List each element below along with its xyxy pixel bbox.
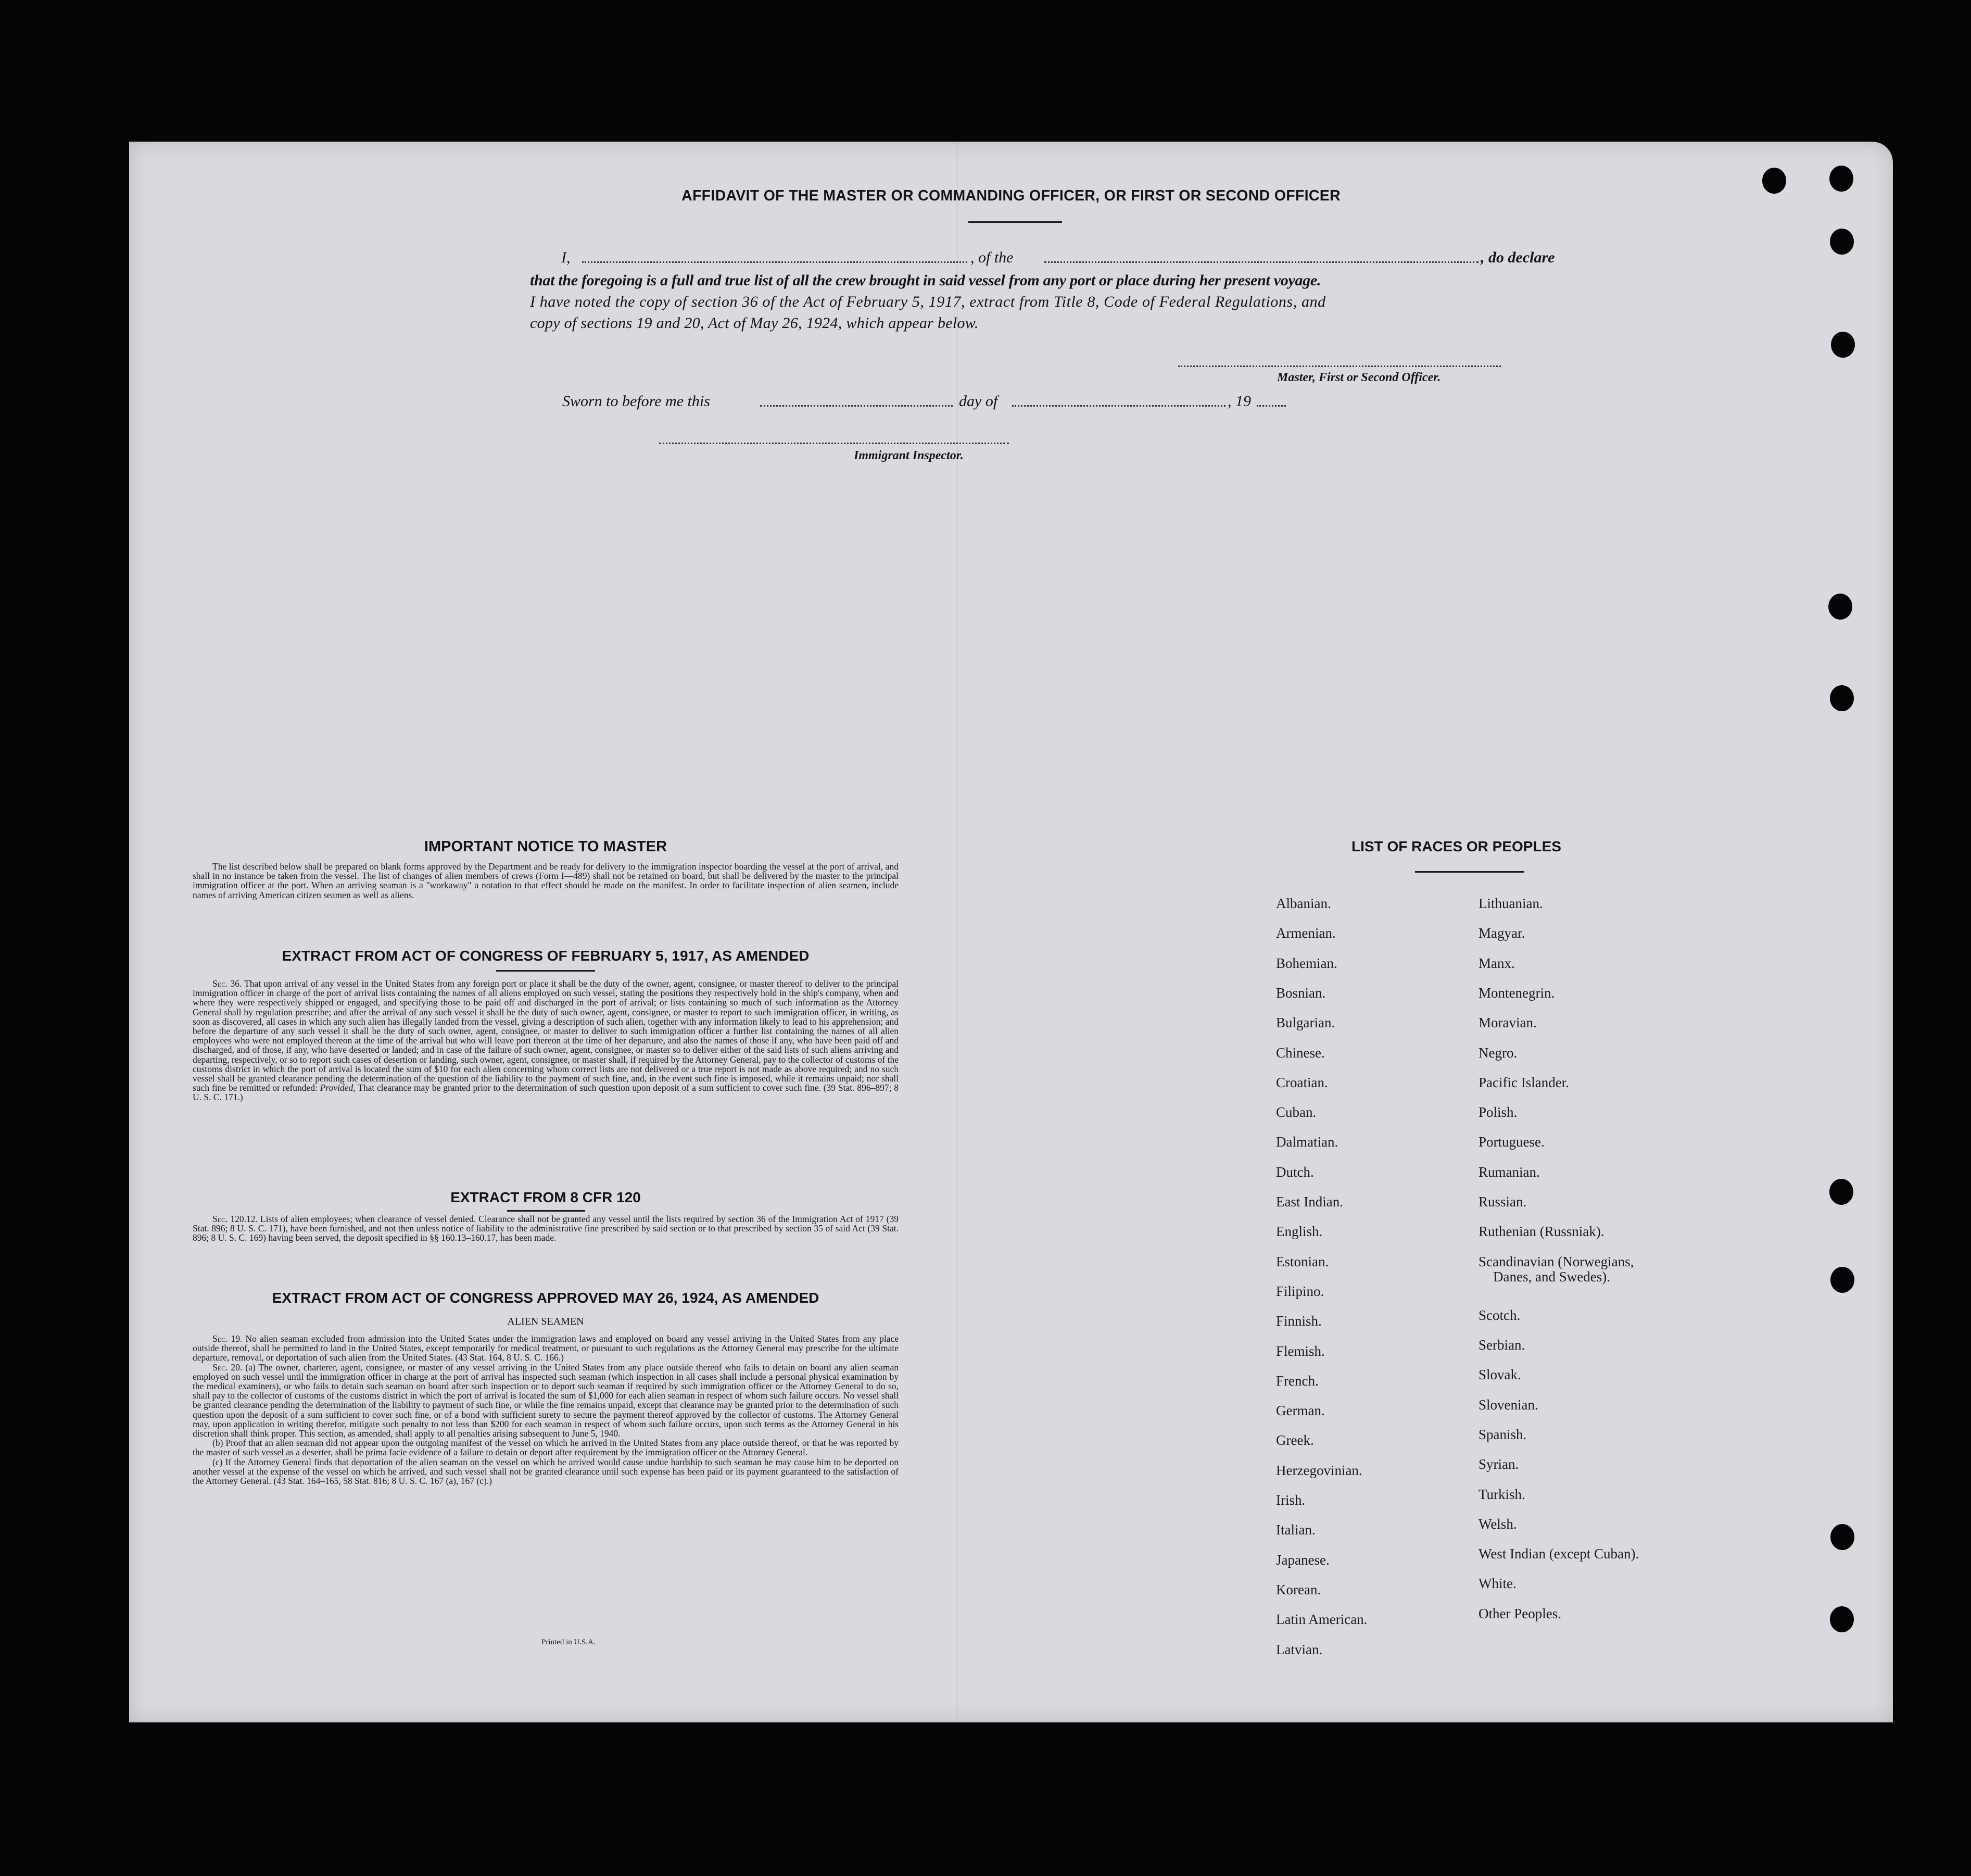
affidavit-title: AFFIDAVIT OF THE MASTER OR COMMANDING OFFICER, OR FIRST OR SECOND OFFICER bbox=[681, 187, 1341, 204]
races-rule bbox=[1415, 871, 1524, 873]
race-item: Italian. bbox=[1276, 1522, 1316, 1538]
extract-1924-body bbox=[193, 1334, 899, 1485]
race-item: Scandinavian (Norwegians, bbox=[1479, 1253, 1634, 1269]
sec-20a-text: (a) The owner, charterer, agent, consignee, or master of any vessel arriving in the United States from any place outside thereof who fails to detain on board any alien seaman employed on such vessel until the immigration officer in charge at the port of arrival has inspected such seaman (which inspection in all cases shall include a personal physical examination by the medical examiners), or who fails to detain such seaman on board after such inspection or to deport such seaman if required by such immigration officer or the Attorney General to do so, shall pay to the collector of customs of the customs district in which the port of arrival is located the sum of $1,000 for each alien seaman in respect of whom such failure occurs. No vessel shall be granted clearance pending the determination of the liability to payment of such fine, or while the fine remains unpaid, except that clearance may be granted prior to the determination of such question upon the deposit of a sum sufficient to cover such fine, or of a bond with sufficient surety to secure the payment thereof approved by the collector of customs. The Attorney General may, upon application in writing therefor, mitigate such penalty to not less than $200 for each seaman in respect of whom such failure occurs, upon such terms as the Attorney General in his discretion shall think proper. This section, as amended, shall apply to all penalties arising subsequent to June 5, 1940. bbox=[193, 1362, 899, 1439]
race-item: Scotch. bbox=[1479, 1307, 1521, 1323]
extract-1917-rule bbox=[496, 970, 595, 972]
title-rule bbox=[968, 221, 1062, 223]
race-item: Dalmatian. bbox=[1276, 1134, 1338, 1150]
race-item: Lithuanian. bbox=[1479, 896, 1543, 911]
race-item: White. bbox=[1479, 1576, 1517, 1592]
race-item: Magyar. bbox=[1479, 925, 1525, 941]
sec-19-label: Sec. 19. bbox=[212, 1333, 243, 1344]
race-item: Syrian. bbox=[1479, 1456, 1519, 1472]
document-page bbox=[129, 142, 1893, 1722]
race-item: Turkish. bbox=[1479, 1486, 1525, 1502]
name-blank[interactable] bbox=[582, 261, 967, 263]
race-item: Bosnian. bbox=[1276, 985, 1326, 1001]
race-item: Manx. bbox=[1479, 955, 1515, 971]
master-signature-line[interactable] bbox=[1178, 366, 1501, 367]
page-fold bbox=[957, 142, 958, 1722]
sec-20c-text: (c) If the Attorney General finds that deportation of the alien seaman on the vessel on which he arrived would cause undue hardship to such seaman he may cause him to be deported on another vessel at the expense of the vessel on which he arrived, and such vessel shall not be granted clearance until such expense has been paid or its payment guaranteed to the satisfaction of the Attorney General. (43 Stat. 164–165, 58 Stat. 816; 8 U. S. C. 167 (a), 167 (c).) bbox=[193, 1456, 899, 1487]
race-item: Slovenian. bbox=[1479, 1396, 1538, 1413]
punch-hole bbox=[1762, 168, 1786, 194]
punch-hole bbox=[1830, 1524, 1854, 1550]
alien-seamen-subtitle: ALIEN SEAMEN bbox=[507, 1316, 584, 1327]
race-item: Finnish. bbox=[1276, 1313, 1322, 1329]
year-label: , 19 bbox=[1228, 393, 1251, 410]
provided-label: Provided, bbox=[320, 1082, 356, 1093]
declaration-line-4: copy of sections 19 and 20, Act of May 26, 1924, which appear below. bbox=[530, 314, 979, 332]
race-item: Herzegovinian. bbox=[1276, 1462, 1362, 1478]
race-item: Bulgarian. bbox=[1276, 1015, 1335, 1031]
race-item: East Indian. bbox=[1276, 1194, 1343, 1210]
race-item: Greek. bbox=[1276, 1432, 1314, 1449]
vessel-blank[interactable] bbox=[1044, 261, 1479, 263]
declaration-line-1 bbox=[561, 249, 1628, 270]
sec-19-text: No alien seaman excluded from admission into the United States under the immigration laws and employed on board any vessel arriving in the United States from any place outside thereof, shall be permitted to land in the United States, except temporarily for medical treatment, or pursuant to such regulations as the Attorney General may prescribe for the ultimate departure, removal, or deportation of such alien from the United States. (43 Stat. 164, 8 U. S. C. 166.) bbox=[193, 1333, 899, 1363]
inspector-label: Immigrant Inspector. bbox=[854, 449, 964, 462]
race-item: Croatian. bbox=[1276, 1074, 1328, 1090]
master-signature-label: Master, First or Second Officer. bbox=[1277, 371, 1441, 384]
race-item: Estonian. bbox=[1276, 1253, 1329, 1269]
extract-cfr-title: EXTRACT FROM 8 CFR 120 bbox=[450, 1189, 641, 1205]
race-item: Flemish. bbox=[1276, 1343, 1325, 1359]
race-item: Irish. bbox=[1276, 1492, 1306, 1508]
punch-hole bbox=[1830, 229, 1854, 255]
race-item: Latvian. bbox=[1276, 1641, 1323, 1657]
punch-hole bbox=[1829, 1179, 1853, 1205]
race-item: Spanish. bbox=[1479, 1426, 1527, 1442]
sworn-day-blank[interactable] bbox=[760, 405, 953, 407]
race-item: French. bbox=[1276, 1373, 1319, 1389]
sec-120-text: Lists of alien employees; when clearance of vessel denied. Clearance shall not be granted any vessel until the lists required by section 36 of the Immigration Act of 1917 (39 Stat. 896; 8 U. S. C. 171), have been furnished, and not then unless notice of liability to the administrative fine prescribed by said section or to that prescribed by section 35 of said Act (39 Stat. 896; 8 U. S. C. 169) having been served, the deposit specified in §§ 160.13–160.17, has been made. bbox=[193, 1214, 899, 1243]
extract-1917-body bbox=[193, 979, 899, 1102]
declaration-line-2: that the foregoing is a full and true list of all the crew brought in said vessel from any port or place during her present voyage. bbox=[530, 272, 1321, 289]
race-item: Russian. bbox=[1479, 1194, 1527, 1210]
of-the-label: , of the bbox=[970, 249, 1014, 266]
race-item: Pacific Islander. bbox=[1479, 1074, 1569, 1090]
inspector-signature-line[interactable] bbox=[659, 443, 1009, 444]
declaration-line-3: I have noted the copy of section 36 of the Act of February 5, 1917, extract from Title 8, Code of Federal Regulations, and bbox=[530, 293, 1326, 310]
pronoun-i: I, bbox=[561, 249, 571, 266]
race-item: West Indian (except Cuban). bbox=[1479, 1546, 1639, 1562]
sec-20-label: Sec. 20. bbox=[212, 1362, 243, 1373]
punch-hole bbox=[1829, 166, 1853, 192]
race-item: Other Peoples. bbox=[1479, 1605, 1561, 1621]
race-item: Portuguese. bbox=[1479, 1134, 1545, 1150]
extract-cfr-body bbox=[193, 1214, 899, 1243]
race-item: Negro. bbox=[1479, 1044, 1518, 1061]
race-item: German. bbox=[1276, 1403, 1325, 1419]
sec-36-text: That upon arrival of any vessel in the United States from any foreign port or place it shall be the duty of the owner, agent, consignee, or master thereof to deliver to the principal immigration officer in charge of the port of arrival lists containing the names of all aliens employed on such vessel, stating the positions they respectively hold in the ship's company, when and where they were respectively shipped or engaged, and specifying those to be paid off and discharged in the port of arrival; or lists containing so much of such information as the Attorney General shall by regulation prescribe; and after the arrival of any such vessel it shall be the duty of such owner, agent, consignee, or master to report to such immigration officer, in writing, as soon as discovered, all cases in which any such alien has illegally landed from the vessel, giving a description of such alien, together with any information likely to lead to his apprehension; and before the departure of any such vessel it shall be the duty of such owner, agent, consignee, or master to deliver to such immigration officer a further list containing the names of all alien employees who were not employed thereon at the time of the arrival but who will leave port thereon at the time of her departure, and also the names of those if any, who have been paid off and discharged, and of those, if any, who have deserted or landed; and in case of the failure of such owner, agent, consignee, or master so to deliver either of the said lists of such aliens arriving and departing, respectively, or so to report such cases of desertion or landing, such owner, agent, consignee, or master shall, if required by the Attorney General, pay to the collector of customs of the customs district in which the port of arrival is located the sum of $10 for each alien concerning whom correct lists are not delivered or a true report is not made as above required; and no such vessel shall be granted clearance pending the determination of the question of the liability to the payment of such fine, and, in the event such fine is imposed, while it remains unpaid; nor shall such fine be remitted or refunded: bbox=[193, 978, 899, 1093]
sworn-month-blank[interactable] bbox=[1012, 405, 1225, 407]
printed-in-usa: Printed in U.S.A. bbox=[541, 1638, 596, 1646]
race-item: Dutch. bbox=[1276, 1164, 1314, 1180]
race-item: Cuban. bbox=[1276, 1104, 1317, 1120]
day-of-label: day of bbox=[959, 393, 998, 410]
sworn-line bbox=[562, 393, 1291, 413]
sec-36-text-end: That clearance may be granted prior to the determination of such question upon deposit of a sum sufficient to cover such fine. (39 Stat. 896–897; 8 U. S. C. 171.) bbox=[193, 1082, 899, 1103]
sec-36-label: Sec. 36. bbox=[212, 978, 242, 989]
race-item: Filipino. bbox=[1276, 1283, 1324, 1299]
declare-label: , do declare bbox=[1481, 249, 1555, 266]
extract-1917-title: EXTRACT FROM ACT OF CONGRESS OF FEBRUARY 5, 1917, AS AMENDED bbox=[282, 948, 810, 964]
race-item: Serbian. bbox=[1479, 1337, 1525, 1353]
race-item: Moravian. bbox=[1479, 1015, 1537, 1031]
notice-title: IMPORTANT NOTICE TO MASTER bbox=[424, 838, 667, 855]
race-item: Bohemian. bbox=[1276, 955, 1337, 971]
race-item: English. bbox=[1276, 1224, 1323, 1240]
race-item: Polish. bbox=[1479, 1104, 1518, 1120]
race-item: Rumanian. bbox=[1479, 1164, 1540, 1180]
race-item: Welsh. bbox=[1479, 1516, 1517, 1532]
race-item: Montenegrin. bbox=[1479, 985, 1555, 1001]
sec-20b-text: (b) Proof that an alien seaman did not appear upon the outgoing manifest of the vessel on which he arrived in the United States from any place outside thereof, or that he was reported by the master of such vessel as a deserter, shall be prima facie evidence of a failure to detain or deport after requirement by the immigration officer or the Attorney General. bbox=[193, 1438, 899, 1458]
race-item: Chinese. bbox=[1276, 1044, 1325, 1061]
races-title: LIST OF RACES OR PEOPLES bbox=[1351, 838, 1561, 854]
race-item: Korean. bbox=[1276, 1581, 1321, 1597]
sworn-year-blank[interactable] bbox=[1257, 405, 1286, 407]
punch-hole bbox=[1831, 332, 1855, 358]
race-item: Danes, and Swedes). bbox=[1493, 1269, 1610, 1285]
punch-hole bbox=[1830, 1267, 1854, 1293]
notice-text: The list described below shall be prepared on blank forms approved by the Department and be ready for delivery to the immigration inspector boarding the vessel at the port of arrival, and shall in no instance be taken from the vessel. The list of changes of alien members of crews (Form I—489) shall not be retained on board, but shall be delivered by the master to the principal immigration officer at the port. When an arriving seaman is a "workaway" a notation to that effect should be made on the manifest. In order to facilitate inspection of alien seamen, include names of arriving American citizen seamen as well as aliens. bbox=[193, 861, 899, 900]
sec-120-label: Sec. 120.12. bbox=[212, 1214, 258, 1224]
notice-body bbox=[193, 862, 899, 900]
punch-hole bbox=[1830, 1606, 1854, 1632]
race-item: Japanese. bbox=[1276, 1552, 1330, 1568]
extract-cfr-rule bbox=[507, 1210, 585, 1212]
race-item: Ruthenian (Russniak). bbox=[1479, 1224, 1604, 1240]
punch-hole bbox=[1828, 594, 1852, 620]
race-item: Albanian. bbox=[1276, 896, 1331, 911]
race-item: Slovak. bbox=[1479, 1367, 1521, 1383]
punch-hole bbox=[1830, 685, 1854, 711]
race-item: Latin American. bbox=[1276, 1611, 1368, 1628]
race-item: Armenian. bbox=[1276, 925, 1336, 941]
extract-1924-title: EXTRACT FROM ACT OF CONGRESS APPROVED MAY 26, 1924, AS AMENDED bbox=[272, 1290, 819, 1306]
sworn-label: Sworn to before me this bbox=[562, 393, 710, 410]
